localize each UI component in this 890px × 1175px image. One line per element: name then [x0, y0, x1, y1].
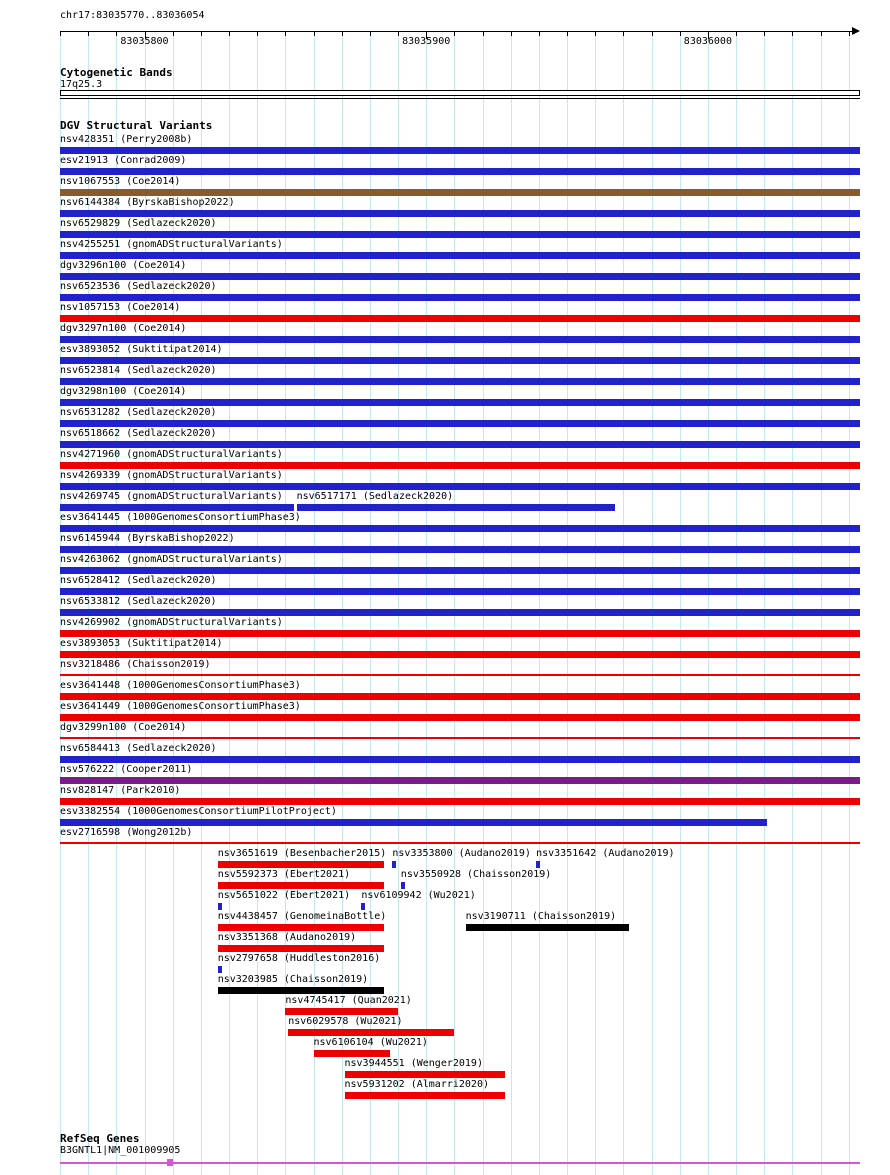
- variant-label[interactable]: nsv5931202 (Almarri2020): [344, 1079, 489, 1090]
- variant-bar[interactable]: [60, 210, 860, 217]
- variant-bar[interactable]: [60, 336, 860, 343]
- coordinate-axis-line: [60, 31, 853, 32]
- cytoband-ideogram[interactable]: [60, 90, 860, 96]
- axis-minor-tick: [454, 32, 455, 36]
- variant-bar[interactable]: [218, 966, 222, 973]
- variant-bar[interactable]: [345, 1071, 506, 1078]
- variant-label[interactable]: nsv4438457 (GenomeinaBottle): [217, 911, 387, 922]
- axis-minor-tick: [652, 32, 653, 36]
- variant-bar[interactable]: [60, 273, 860, 280]
- variant-label[interactable]: nsv6109942 (Wu2021): [361, 890, 476, 901]
- axis-minor-tick: [229, 32, 230, 36]
- axis-minor-tick: [88, 32, 89, 36]
- axis-minor-tick: [60, 32, 61, 36]
- gridline: [680, 31, 681, 1175]
- axis-minor-tick: [511, 32, 512, 36]
- variant-bar[interactable]: [60, 231, 860, 238]
- variant-label[interactable]: esv3893052 (Suktitipat2014): [60, 344, 223, 355]
- gridline: [821, 31, 822, 1175]
- variant-label[interactable]: esv3641448 (1000GenomesConsortiumPhase3): [60, 680, 301, 691]
- refseq-gene-label[interactable]: B3GNTL1|NM_001009905: [60, 1145, 181, 1156]
- variant-bar[interactable]: [297, 504, 615, 511]
- gene-exon[interactable]: [167, 1159, 173, 1166]
- variant-bar[interactable]: [60, 147, 860, 154]
- gridline: [708, 31, 709, 1175]
- variant-bar[interactable]: [60, 483, 860, 490]
- variant-bar[interactable]: [314, 1050, 390, 1057]
- variant-label[interactable]: nsv6145944 (ByrskaBishop2022): [60, 533, 235, 544]
- variant-bar[interactable]: [218, 882, 384, 889]
- variant-label[interactable]: esv21913 (Conrad2009): [60, 155, 187, 166]
- variant-bar[interactable]: [466, 924, 629, 931]
- axis-minor-tick: [736, 32, 737, 36]
- axis-tick-label: 83035800: [120, 36, 169, 47]
- variant-label[interactable]: esv3893053 (Suktitipat2014): [60, 638, 223, 649]
- variant-label[interactable]: nsv828147 (Park2010): [60, 785, 181, 796]
- variant-label[interactable]: nsv6529829 (Sedlazeck2020): [60, 218, 217, 229]
- axis-minor-tick: [849, 32, 850, 36]
- variant-label[interactable]: nsv6533812 (Sedlazeck2020): [60, 596, 217, 607]
- variant-label[interactable]: nsv4269745 (gnomADStructuralVariants): [60, 491, 283, 502]
- variant-bar[interactable]: [60, 567, 860, 574]
- variant-label[interactable]: nsv3351368 (Audano2019): [217, 932, 357, 943]
- gridline: [539, 31, 540, 1175]
- gridline: [257, 31, 258, 1175]
- variant-bar[interactable]: [401, 882, 405, 889]
- axis-minor-tick: [764, 32, 765, 36]
- axis-minor-tick: [821, 32, 822, 36]
- variant-label[interactable]: nsv1057153 (Coe2014): [60, 302, 181, 313]
- variant-bar[interactable]: [218, 945, 384, 952]
- axis-minor-tick: [483, 32, 484, 36]
- gridline: [567, 31, 568, 1175]
- variant-bar[interactable]: [60, 737, 860, 739]
- variant-bar[interactable]: [392, 861, 396, 868]
- variant-label[interactable]: nsv4263062 (gnomADStructuralVariants): [60, 554, 283, 565]
- cytoband-baseline: [60, 98, 860, 99]
- variant-bar[interactable]: [60, 842, 860, 844]
- variant-bar[interactable]: [345, 1092, 506, 1099]
- axis-minor-tick: [116, 32, 117, 36]
- axis-minor-tick: [201, 32, 202, 36]
- variant-label[interactable]: nsv1067553 (Coe2014): [60, 176, 181, 187]
- variant-label[interactable]: nsv4745417 (Quan2021): [285, 995, 412, 1006]
- axis-minor-tick: [398, 32, 399, 36]
- variant-bar[interactable]: [60, 777, 860, 784]
- refseq-section-title: RefSeq Genes: [60, 1132, 140, 1145]
- variant-bar[interactable]: [60, 651, 860, 658]
- variant-bar[interactable]: [60, 462, 860, 469]
- variant-label[interactable]: nsv428351 (Perry2008b): [60, 134, 193, 145]
- variant-bar[interactable]: [285, 1008, 398, 1015]
- variant-bar[interactable]: [60, 798, 860, 805]
- variant-bar[interactable]: [60, 420, 860, 427]
- variant-bar[interactable]: [60, 378, 860, 385]
- axis-minor-tick: [173, 32, 174, 36]
- variant-bar[interactable]: [218, 987, 384, 994]
- axis-minor-tick: [342, 32, 343, 36]
- gridline: [623, 31, 624, 1175]
- variant-bar[interactable]: [60, 399, 860, 406]
- gridline: [764, 31, 765, 1175]
- variant-label[interactable]: nsv6528412 (Sedlazeck2020): [60, 575, 217, 586]
- axis-arrow-right-icon: [852, 27, 860, 35]
- variant-bar[interactable]: [536, 861, 540, 868]
- variant-bar[interactable]: [288, 1029, 454, 1036]
- variant-label[interactable]: nsv6523536 (Sedlazeck2020): [60, 281, 217, 292]
- variant-bar[interactable]: [60, 168, 860, 175]
- variant-label[interactable]: nsv3944551 (Wenger2019): [344, 1058, 483, 1069]
- variant-label[interactable]: nsv4255251 (gnomADStructuralVariants): [60, 239, 283, 250]
- variant-label[interactable]: dgv3297n100 (Coe2014): [60, 323, 187, 334]
- variant-bar[interactable]: [60, 357, 860, 364]
- gridline: [511, 31, 512, 1175]
- variant-label[interactable]: nsv6106104 (Wu2021): [313, 1037, 428, 1048]
- variant-bar[interactable]: [218, 861, 384, 868]
- gridline: [792, 31, 793, 1175]
- axis-minor-tick: [370, 32, 371, 36]
- gridline: [849, 31, 850, 1175]
- region-label: chr17:83035770..83036054: [60, 10, 205, 21]
- axis-minor-tick: [595, 32, 596, 36]
- variant-label[interactable]: nsv3550928 (Chaisson2019): [400, 869, 552, 880]
- variant-bar[interactable]: [60, 588, 860, 595]
- variant-label[interactable]: esv2716598 (Wong2012b): [60, 827, 193, 838]
- variant-label[interactable]: nsv5592373 (Ebert2021): [217, 869, 351, 880]
- variant-label[interactable]: nsv5651022 (Ebert2021): [217, 890, 351, 901]
- axis-minor-tick: [539, 32, 540, 36]
- variant-label[interactable]: nsv6518662 (Sedlazeck2020): [60, 428, 217, 439]
- cytoband-section-title: Cytogenetic Bands: [60, 66, 173, 79]
- dgv-section-title: DGV Structural Variants: [60, 119, 213, 132]
- variant-label[interactable]: nsv6523814 (Sedlazeck2020): [60, 365, 217, 376]
- variant-bar[interactable]: [60, 294, 860, 301]
- variant-label[interactable]: nsv3353800 (Audano2019): [392, 848, 531, 859]
- variant-bar[interactable]: [60, 189, 860, 196]
- variant-bar[interactable]: [218, 903, 222, 910]
- axis-minor-tick: [792, 32, 793, 36]
- variant-label[interactable]: nsv3351642 (Audano2019): [536, 848, 675, 859]
- variant-label[interactable]: nsv3218486 (Chaisson2019): [60, 659, 211, 670]
- gridline: [736, 31, 737, 1175]
- axis-minor-tick: [285, 32, 286, 36]
- variant-bar[interactable]: [60, 315, 860, 322]
- variant-bar[interactable]: [60, 441, 860, 448]
- variant-label[interactable]: nsv6029578 (Wu2021): [288, 1016, 403, 1027]
- variant-bar[interactable]: [60, 525, 860, 532]
- variant-label[interactable]: esv3641445 (1000GenomesConsortiumPhase3): [60, 512, 301, 523]
- variant-label[interactable]: dgv3299n100 (Coe2014): [60, 722, 187, 733]
- axis-minor-tick: [257, 32, 258, 36]
- variant-label[interactable]: esv3641449 (1000GenomesConsortiumPhase3): [60, 701, 301, 712]
- variant-bar[interactable]: [218, 924, 384, 931]
- variant-label[interactable]: esv3382554 (1000GenomesConsortiumPilotProject): [60, 806, 337, 817]
- variant-label[interactable]: nsv3190711 (Chaisson2019): [465, 911, 617, 922]
- variant-bar[interactable]: [60, 504, 294, 511]
- variant-bar[interactable]: [60, 546, 860, 553]
- axis-minor-tick: [567, 32, 568, 36]
- variant-label[interactable]: nsv2797658 (Huddleston2016): [217, 953, 381, 964]
- variant-bar[interactable]: [60, 693, 860, 700]
- gridline: [652, 31, 653, 1175]
- variant-label[interactable]: nsv6531282 (Sedlazeck2020): [60, 407, 217, 418]
- variant-label[interactable]: nsv6584413 (Sedlazeck2020): [60, 743, 217, 754]
- variant-label[interactable]: nsv4271960 (gnomADStructuralVariants): [60, 449, 283, 460]
- gridline: [595, 31, 596, 1175]
- variant-label[interactable]: nsv3203985 (Chaisson2019): [217, 974, 369, 985]
- axis-minor-tick: [314, 32, 315, 36]
- variant-label[interactable]: nsv3651619 (Besenbacher2015): [217, 848, 387, 859]
- variant-bar[interactable]: [60, 674, 860, 676]
- axis-tick-label: 83036000: [683, 36, 732, 47]
- gridline: [426, 31, 427, 1175]
- variant-bar[interactable]: [60, 609, 860, 616]
- gridline: [454, 31, 455, 1175]
- variant-label[interactable]: nsv576222 (Cooper2011): [60, 764, 193, 775]
- axis-tick-label: 83035900: [402, 36, 451, 47]
- variant-bar[interactable]: [60, 630, 860, 637]
- variant-label[interactable]: dgv3298n100 (Coe2014): [60, 386, 187, 397]
- variant-label[interactable]: dgv3296n100 (Coe2014): [60, 260, 187, 271]
- variant-label[interactable]: nsv4269339 (gnomADStructuralVariants): [60, 470, 283, 481]
- variant-label[interactable]: nsv6517171 (Sedlazeck2020): [296, 491, 454, 502]
- axis-minor-tick: [680, 32, 681, 36]
- axis-minor-tick: [623, 32, 624, 36]
- variant-bar[interactable]: [60, 714, 860, 721]
- gene-line[interactable]: [60, 1162, 860, 1164]
- cytoband-label[interactable]: 17q25.3: [60, 79, 103, 90]
- variant-bar[interactable]: [60, 252, 860, 259]
- variant-bar[interactable]: [60, 819, 767, 826]
- variant-bar[interactable]: [60, 756, 860, 763]
- variant-bar[interactable]: [361, 903, 365, 910]
- variant-label[interactable]: nsv6144384 (ByrskaBishop2022): [60, 197, 235, 208]
- gridline: [483, 31, 484, 1175]
- variant-label[interactable]: nsv4269902 (gnomADStructuralVariants): [60, 617, 283, 628]
